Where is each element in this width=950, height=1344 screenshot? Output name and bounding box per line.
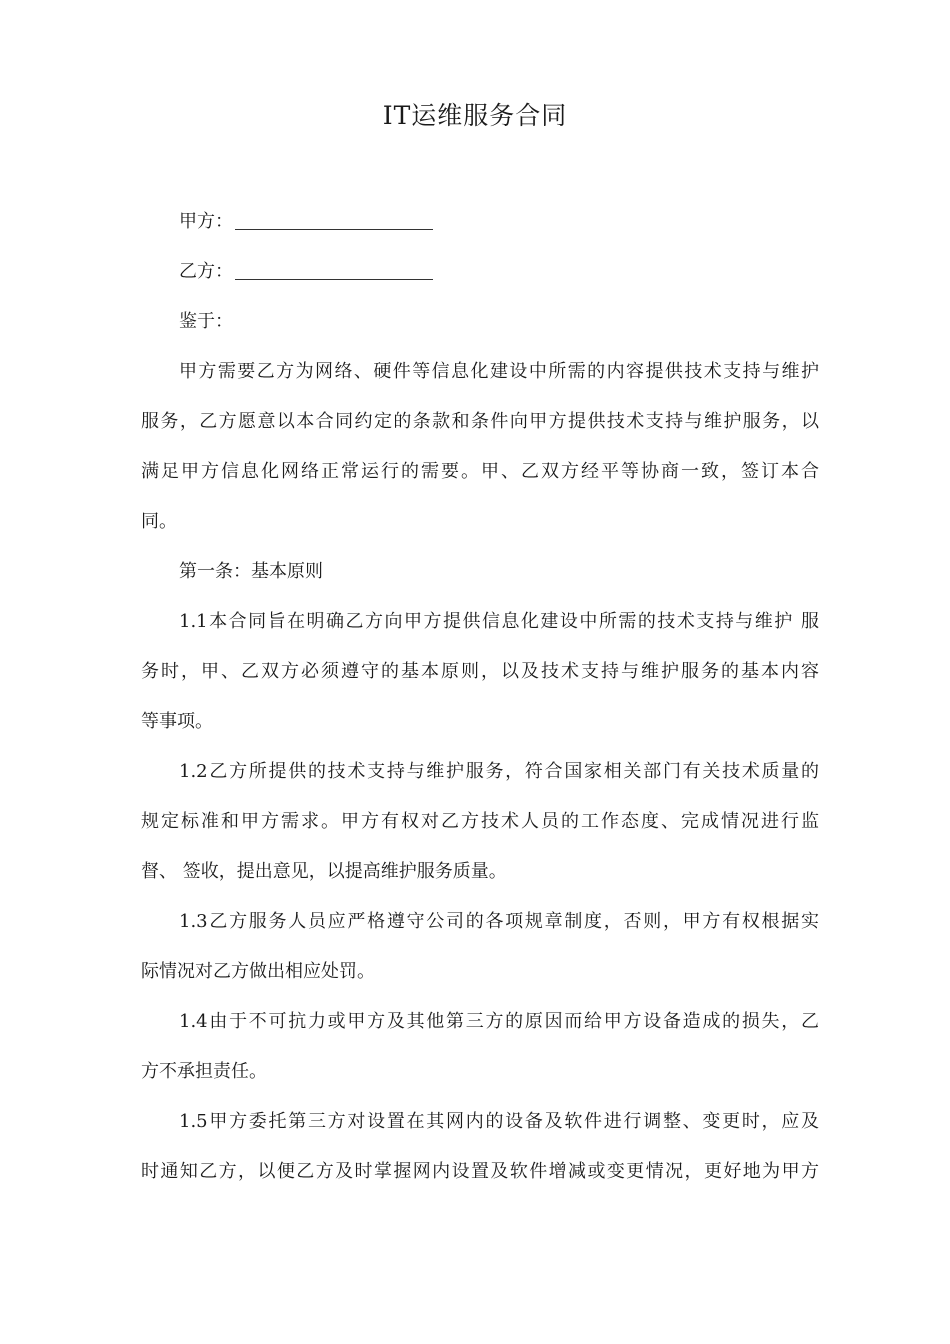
body-line: 满足甲方信息化网络正常运行的需要。甲、乙双方经平等协商一致，签订本合 xyxy=(141,461,819,482)
clause-line: 等事项。 xyxy=(141,711,213,732)
clause-line: 1.4由于不可抗力或甲方及其他第三方的原因而给甲方设备造成的损失，乙 xyxy=(179,1011,819,1032)
body-line: 服务，乙方愿意以本合同约定的条款和条件向甲方提供技术支持与维护服务，以 xyxy=(141,411,819,432)
clause-line: 1.2乙方所提供的技术支持与维护服务，符合国家相关部门有关技术质量的 xyxy=(179,761,819,782)
clause-line: 督、 签收，提出意见，以提高维护服务质量。 xyxy=(141,861,507,882)
clause-line: 际情况对乙方做出相应处罚。 xyxy=(141,961,375,982)
clause-line: 务时，甲、乙双方必须遵守的基本原则，以及技术支持与维护服务的基本内容 xyxy=(141,661,819,682)
clause-line: 1.1本合同旨在明确乙方向甲方提供信息化建设中所需的技术支持与维护 服 xyxy=(179,611,819,632)
party-a-blank xyxy=(235,228,433,230)
clause-line: 1.5甲方委托第三方对设置在其网内的设备及软件进行调整、变更时，应及 xyxy=(179,1111,819,1132)
party-b-line xyxy=(141,247,819,297)
document-title: IT运维服务合同 xyxy=(382,101,568,130)
section-heading: 第一条：基本原则 xyxy=(179,561,323,582)
party-a-label: 甲方： xyxy=(179,211,233,232)
document-body xyxy=(141,197,819,1197)
clause-line: 规定标准和甲方需求。甲方有权对乙方技术人员的工作态度、完成情况进行监 xyxy=(141,811,819,832)
body-line: 甲方需要乙方为网络、硬件等信息化建设中所需的内容提供技术支持与维护 xyxy=(179,361,819,382)
clause-line: 方不承担责任。 xyxy=(141,1061,267,1082)
clause-line: 1.3乙方服务人员应严格遵守公司的各项规章制度，否则，甲方有权根据实 xyxy=(179,911,819,932)
body-line: 同。 xyxy=(141,511,177,532)
party-a-line xyxy=(141,197,819,247)
whereas-label: 鉴于： xyxy=(179,311,233,332)
party-b-blank xyxy=(235,278,433,280)
party-b-label: 乙方： xyxy=(179,261,233,282)
clause-line: 时通知乙方，以便乙方及时掌握网内设置及软件增减或变更情况，更好地为甲方 xyxy=(141,1161,819,1182)
